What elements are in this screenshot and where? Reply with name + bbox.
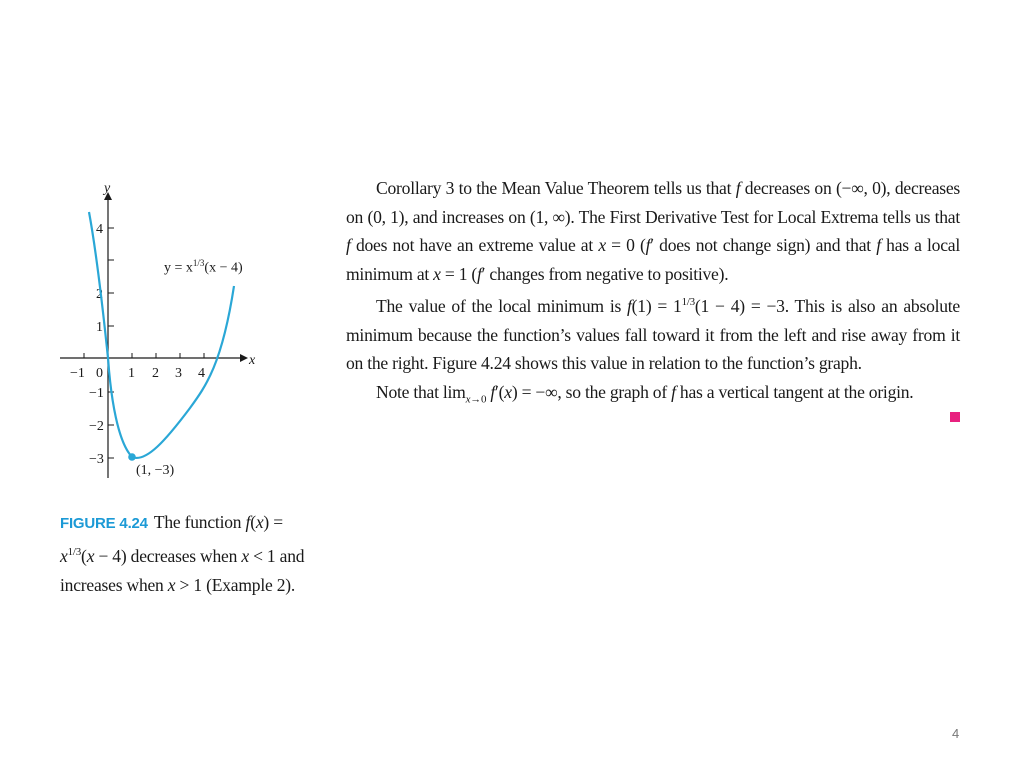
x-axis-label: x	[249, 353, 256, 368]
x-ticks	[84, 353, 204, 358]
page-number: 4	[952, 726, 960, 741]
y-tick-label-neg1: −1	[89, 386, 104, 401]
y-tick-label-neg2: −2	[89, 419, 104, 434]
paragraph-1: Corollary 3 to the Mean Value Theorem tells us that f decreases on (−∞, 0), decreases on (0, 1), and increases on (1, ∞). The First Derivative Test for Local Extrema tells us that f does not have an extreme value at x = 0 (f′ does not change sign) and that f has a local minimum at x = 1 (f′ changes from negative to positive).	[346, 178, 961, 284]
x-tick-label-neg1: −1	[70, 366, 85, 381]
x-tick-label-2: 2	[152, 366, 159, 381]
graph-svg	[56, 180, 266, 490]
end-of-example-mark	[950, 412, 960, 422]
x-tick-label-3: 3	[175, 366, 182, 381]
local-minimum-label: (1, −3)	[136, 463, 175, 478]
caption-text: The function $f(x) = x^{1/3}(x - 4)$ decreases when x < 1 and increases when x > 1 (Example 2).	[60, 512, 305, 595]
y-ticks	[108, 228, 114, 458]
y-tick-label-2: 2	[96, 287, 103, 302]
figure-caption	[60, 508, 310, 600]
paragraph-2: The value of the local minimum is $f(1) = 1^{1/3}(1 - 4) = -3$. This is also an absolute minimum because the function’s values fall toward it from the left and rise away from it on the right. Figure 4.24 shows this value in relation to the function’s graph.	[346, 296, 960, 374]
y-tick-label-1: 1	[96, 320, 103, 335]
figure-graph	[56, 180, 266, 490]
local-minimum-point	[128, 453, 136, 461]
function-curve	[89, 212, 234, 458]
y-tick-label-neg3: −3	[89, 452, 104, 467]
x-tick-label-0: 0	[96, 366, 103, 381]
x-tick-label-4: 4	[198, 366, 205, 381]
x-tick-label-1: 1	[128, 366, 135, 381]
paragraph-3: Note that $\lim_{x\to 0} f'(x)$ = −∞, so the graph of f has a vertical tangent at the origin.	[376, 382, 914, 406]
curve-equation-label: $y = x^{1/3}(x - 4)$	[164, 258, 243, 276]
y-axis-label: y	[104, 181, 111, 196]
figure-number-label: FIGURE 4.24	[60, 515, 148, 532]
body-text	[346, 174, 960, 414]
x-axis-arrow	[240, 354, 248, 362]
y-tick-label-4: 4	[96, 222, 103, 237]
